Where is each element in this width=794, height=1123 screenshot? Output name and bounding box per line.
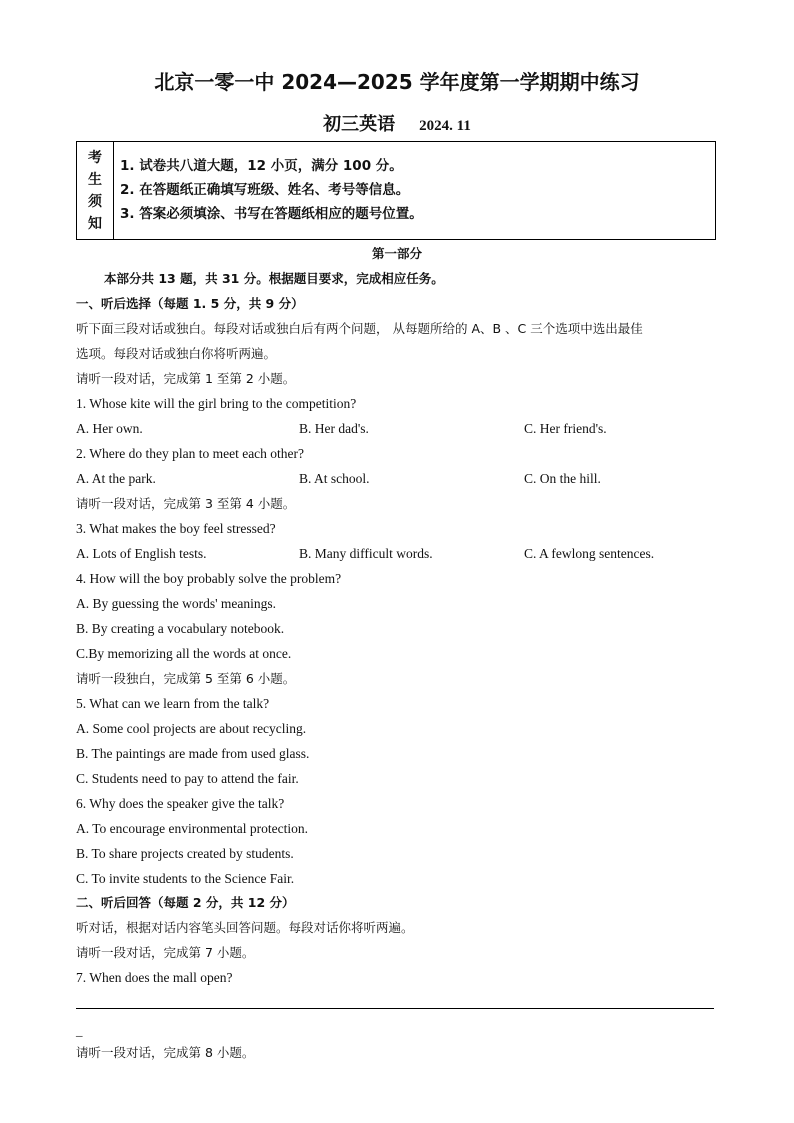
q2-option-c: C. On the hill. xyxy=(524,471,601,486)
subject-label: 初三英语 xyxy=(323,114,396,135)
exam-title: 北京一零一中 2024—2025 学年度第一学期期中练习 xyxy=(154,70,640,94)
q1-option-b: B. Her dad's. xyxy=(299,421,369,436)
q4-option-b: B. By creating a vocabulary notebook. xyxy=(76,621,285,636)
q5-option-c: C. Students need to pay to attend the fair. xyxy=(76,771,299,786)
notice-item: 2. 在答题纸正确填写班级、姓名、考号等信息。 xyxy=(120,182,410,198)
answer-line[interactable] xyxy=(76,1008,714,1009)
q2-stem: 2. Where do they plan to meet each other? xyxy=(76,446,305,461)
notice-label-char: 须 xyxy=(88,193,102,210)
notice-box xyxy=(76,141,716,240)
q5-option-a: A. Some cool projects are about recycling. xyxy=(76,721,307,736)
section2-instruction: 听对话，根据对话内容笔头回答问题。每段对话你将听两遍。 xyxy=(76,920,414,935)
exam-subtitle xyxy=(0,110,794,136)
q4-option-c: C.By memorizing all the words at once. xyxy=(76,646,292,661)
q3-option-c: C. A fewlong sentences. xyxy=(524,546,655,561)
part-title: 第一部分 xyxy=(371,246,422,261)
q8-prompt: 请听一段对话，完成第 8 小题。 xyxy=(76,1045,255,1060)
section1-instruction: 听下面三段对话或独白。每段对话或独白后有两个问题， 从每题所给的 A、B 、C 三个选项中选出最佳 xyxy=(76,321,643,336)
q5-stem: 5. What can we learn from the talk? xyxy=(76,696,270,711)
notice-label-char: 生 xyxy=(88,171,102,188)
q6-option-c: C. To invite students to the Science Fair. xyxy=(76,871,295,886)
q4-option-a: A. By guessing the words' meanings. xyxy=(76,596,277,611)
dialog2-prompt: 请听一段对话，完成第 3 至第 4 小题。 xyxy=(76,496,296,511)
q3-option-b: B. Many difficult words. xyxy=(299,546,433,561)
q3-option-a: A. Lots of English tests. xyxy=(76,546,207,561)
notice-items xyxy=(114,142,715,239)
section1-heading: 一、听后选择（每题 1. 5 分，共 9 分） xyxy=(76,296,304,311)
q1-stem: 1. Whose kite will the girl bring to the competition? xyxy=(76,396,357,411)
q6-option-b: B. To share projects created by students. xyxy=(76,846,294,861)
q1-option-c: C. Her friend's. xyxy=(524,421,607,436)
notice-label xyxy=(77,142,114,239)
q6-stem: 6. Why does the speaker give the talk? xyxy=(76,796,285,811)
q2-option-a: A. At the park. xyxy=(76,471,156,486)
notice-item: 3. 答案必须填涂、书写在答题纸相应的题号位置。 xyxy=(120,206,423,222)
q4-stem: 4. How will the boy probably solve the problem? xyxy=(76,571,342,586)
q6-option-a: A. To encourage environmental protection. xyxy=(76,821,308,836)
section2-heading: 二、听后回答（每题 2 分，共 12 分） xyxy=(76,895,295,910)
part-intro: 本部分共 13 题，共 31 分。根据题目要求，完成相应任务。 xyxy=(104,271,444,286)
q2-option-b: B. At school. xyxy=(299,471,370,486)
q1-option-a: A. Her own. xyxy=(76,421,143,436)
q7-prompt: 请听一段对话，完成第 7 小题。 xyxy=(76,945,255,960)
q7-stem: 7. When does the mall open? xyxy=(76,970,233,985)
dialog1-prompt: 请听一段对话，完成第 1 至第 2 小题。 xyxy=(76,371,296,386)
section1-instruction-cont: 选项。每段对话或独白你将听两遍。 xyxy=(76,346,277,361)
exam-date: 2024. 11 xyxy=(419,118,471,134)
q5-option-b: B. The paintings are made from used glass. xyxy=(76,746,310,761)
monologue-prompt: 请听一段独白，完成第 5 至第 6 小题。 xyxy=(76,671,296,686)
notice-label-char: 知 xyxy=(88,215,102,232)
answer-line-dash: _ xyxy=(76,1023,83,1038)
notice-item: 1. 试卷共八道大题，12 小页，满分 100 分。 xyxy=(120,158,403,174)
q3-stem: 3. What makes the boy feel stressed? xyxy=(76,521,276,536)
notice-label-char: 考 xyxy=(88,149,102,166)
